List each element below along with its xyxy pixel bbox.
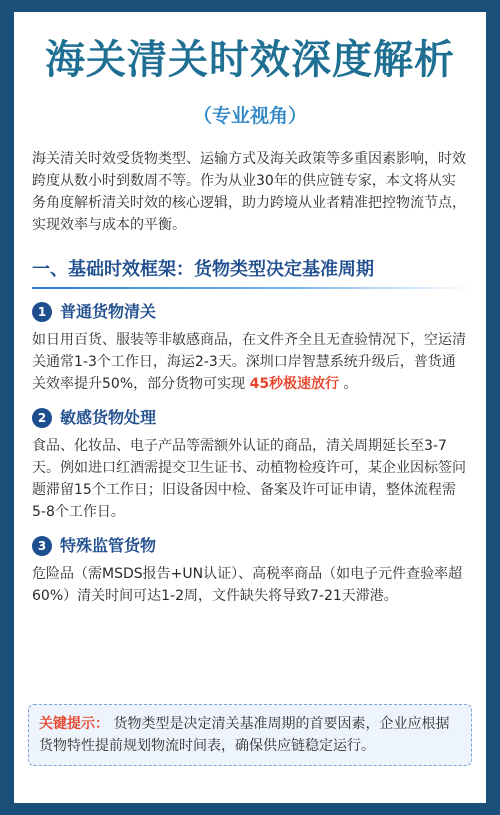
number-badge: 1 [32,302,52,322]
number-badge: 3 [32,536,52,556]
list-item [32,407,468,523]
item-header [32,301,468,323]
intro-paragraph: 海关清关时效受货物类型、运输方式及海关政策等多重因素影响，时效跨度从数小时到数周不等。作为从业30年的供应链专家，本文将从实务角度解析清关时效的核心逻辑，助力跨境从业者精准把控物流节点，实现效率与成本的平衡。 [32,151,466,233]
key-tip-label: 关键提示： [39,716,109,732]
highlight-text: 45秒极速放行 [249,376,340,392]
list-item [32,535,468,607]
item-title: 普通货物清关 [60,302,157,321]
article-card [14,12,486,803]
list-item [32,301,468,395]
article-title: 海关清关时效深度解析 [45,37,455,83]
item-body-text: 如日用百货、服装等非敏感商品，在文件齐全且无查验情况下，空运清关通常1-3个工作日，海运2-3天。深圳口岸智慧系统升级后，普货通关效率提升50%，部分货物可实现 [32,332,466,392]
item-header [32,407,468,429]
number-badge: 2 [32,408,52,428]
item-body-end: 。 [339,376,358,392]
key-tip-box [28,704,472,766]
item-body: 食品、化妆品、电子产品等需额外认证的商品，清关周期延长至3-7天。例如进口红酒需提交卫生证书、动植物检疫许可，某企业因标签问题滞留15个工作日；旧设备因中检、备案及许可证申请，整体流程需5-8个工作日。 [32,438,466,520]
item-title: 特殊监管货物 [60,536,157,555]
key-tip-text: 货物类型是决定清关基准周期的首要因素，企业应根据货物特性提前规划物流时间表，确保供应链稳定运行。 [39,716,450,754]
item-body [32,329,468,395]
item-body: 危险品（需MSDS报告+UN认证）、高税率商品（如电子元件查验率超60%）清关时间可达1-2周，文件缺失将导致7-21天滞港。 [32,566,463,604]
item-header [32,535,468,557]
article-subtitle: （专业视角） [192,105,307,127]
item-title: 敏感货物处理 [60,408,157,427]
section-title: 一、基础时效框架：货物类型决定基准周期 [32,259,374,280]
section-divider [32,287,472,289]
